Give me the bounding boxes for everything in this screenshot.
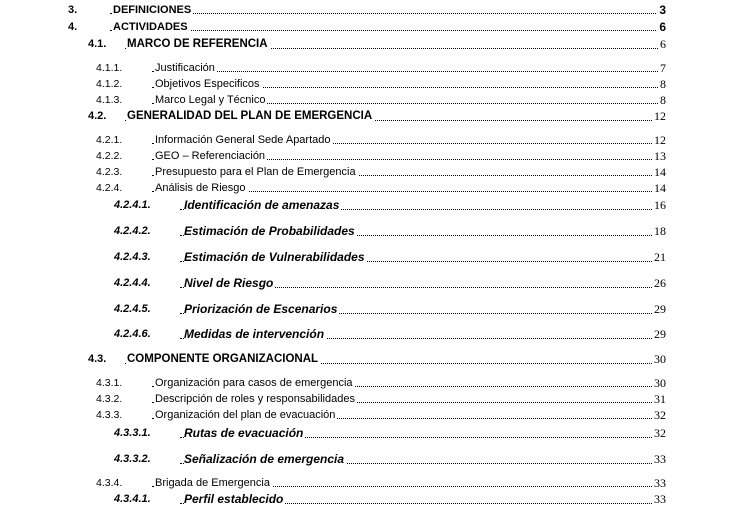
toc-entry-title: Presupuesto para el Plan de Emergencia (155, 166, 356, 178)
toc-entry-number: 4.3. (88, 353, 107, 365)
toc-entry-page: 21 (654, 250, 666, 264)
toc-entry[interactable] (0, 375, 740, 391)
toc-entry[interactable] (0, 407, 740, 423)
toc-entry-page: 33 (654, 492, 666, 506)
toc-entry-page: 8 (660, 93, 666, 107)
toc-entry-title: Organización del plan de evacuación (155, 409, 336, 421)
toc-entry[interactable] (0, 108, 740, 124)
toc-entry-page: 12 (654, 109, 666, 123)
toc-entry-page: 6 (660, 37, 666, 51)
toc-entry-page: 30 (654, 352, 666, 366)
toc-entry-page: 12 (654, 133, 666, 147)
toc-entry-title: Organización para casos de emergencia (155, 377, 353, 389)
toc-entry-page: 16 (654, 198, 666, 212)
toc-entry-number: 4.3.2. (96, 393, 123, 405)
toc-entry[interactable] (0, 351, 740, 367)
dot-leader (110, 30, 658, 31)
toc-entry-number: 4.2.3. (96, 166, 123, 178)
toc-entry-page: 7 (660, 61, 666, 75)
toc-entry-number: 4.3.4. (96, 477, 123, 489)
toc-entry-number: 4.2.4. (96, 182, 123, 194)
toc-entry-page: 30 (654, 376, 666, 390)
toc-entry-number: 4.3.3. (96, 409, 123, 421)
toc-entry-number: 4.2.1. (96, 134, 123, 146)
toc-entry-title: Brigada de Emergencia (155, 477, 270, 489)
toc-entry-title: Objetivos Especificos (155, 78, 260, 90)
toc-entry-page: 29 (654, 302, 666, 316)
toc-entry-number: 4.2.4.3. (114, 251, 151, 263)
toc-entry-title: ACTIVIDADES (113, 21, 188, 33)
toc-entry-page: 14 (654, 181, 666, 195)
toc-entry[interactable] (0, 164, 740, 180)
toc-entry-title: COMPONENTE ORGANIZACIONAL (127, 353, 319, 365)
toc-entry-title: GEO – Referenciación (155, 150, 266, 162)
toc-entry-page: 32 (654, 408, 666, 422)
toc-entry[interactable] (0, 475, 740, 491)
toc-entry-title: MARCO DE REFERENCIA (127, 38, 268, 50)
toc-entry-number: 3. (68, 4, 78, 16)
toc-entry-title: Información General Sede Apartado (155, 134, 331, 146)
toc-entry-title: DEFINICIONES (113, 4, 192, 16)
toc-entry-page: 31 (654, 392, 666, 406)
toc-entry[interactable] (0, 60, 740, 76)
toc-entry-number: 4.2.4.6. (114, 328, 151, 340)
toc-entry[interactable] (0, 132, 740, 148)
toc-entry[interactable] (0, 391, 740, 407)
toc-entry-title: Identificación de amenazas (184, 198, 340, 212)
toc-entry[interactable] (0, 92, 740, 108)
toc-entry[interactable] (0, 2, 740, 18)
toc-entry-page: 26 (654, 276, 666, 290)
toc-entry[interactable] (0, 76, 740, 92)
toc-entry-title: Priorización de Escenarios (184, 302, 338, 316)
toc-entry-title: Justificación (155, 62, 215, 74)
toc-entry[interactable] (0, 325, 740, 343)
toc-entry[interactable] (0, 424, 740, 442)
toc-entry[interactable] (0, 274, 740, 292)
toc-entry-page: 6 (659, 20, 666, 34)
toc-entry-title: Rutas de evacuación (184, 426, 304, 440)
toc-entry[interactable] (0, 148, 740, 164)
toc-entry-number: 4.2.4.4. (114, 277, 151, 289)
toc-entry-page: 32 (654, 426, 666, 440)
toc-entry-page: 3 (659, 3, 666, 17)
toc-entry-title: Estimación de Vulnerabilidades (184, 250, 365, 264)
toc-entry[interactable] (0, 180, 740, 196)
toc-entry-title: Nivel de Riesgo (184, 276, 274, 290)
toc-entry-title: Estimación de Probabilidades (184, 224, 355, 238)
toc-entry-number: 4.2. (88, 110, 107, 122)
toc-entry-page: 29 (654, 327, 666, 341)
toc-entry-page: 33 (654, 452, 666, 466)
toc-entry[interactable] (0, 19, 740, 35)
toc-entry-title: GENERALIDAD DEL PLAN DE EMERGENCIA (127, 110, 373, 122)
toc-entry-number: 4.2.2. (96, 150, 123, 162)
toc-entry-number: 4.1.3. (96, 94, 123, 106)
toc-entry[interactable] (0, 248, 740, 266)
toc-entry[interactable] (0, 300, 740, 318)
toc-entry-number: 4.1.1. (96, 62, 123, 74)
toc-entry-title: Análisis de Riesgo (155, 182, 246, 194)
toc-entry-title: Descripción de roles y responsabilidades (155, 393, 355, 405)
toc-entry-page: 14 (654, 165, 666, 179)
toc-entry[interactable] (0, 490, 740, 508)
toc-entry-number: 4.1. (88, 38, 107, 50)
toc-entry-page: 8 (660, 77, 666, 91)
toc-entry-title: Señalización de emergencia (184, 452, 345, 466)
toc-entry-page: 33 (654, 476, 666, 490)
toc-entry-page: 13 (654, 149, 666, 163)
toc-entry-page: 18 (654, 224, 666, 238)
toc-entry-title: Marco Legal y Técnico (155, 94, 266, 106)
toc-entry-number: 4.3.1. (96, 377, 123, 389)
toc-entry[interactable] (0, 196, 740, 214)
toc-entry-number: 4.2.4.2. (114, 225, 151, 237)
toc-entry[interactable] (0, 222, 740, 240)
toc-entry-number: 4.3.4.1. (114, 493, 151, 505)
toc-entry-number: 4.2.4.1. (114, 199, 151, 211)
toc-entry-number: 4.3.3.2. (114, 453, 151, 465)
toc-entry-number: 4.1.2. (96, 78, 123, 90)
toc-entry-number: 4.2.4.5. (114, 303, 151, 315)
toc-entry-title: Perfil establecido (184, 492, 284, 506)
toc-entry[interactable] (0, 450, 740, 468)
toc-entry-title: Medidas de intervención (184, 327, 325, 341)
toc-entry-number: 4.3.3.1. (114, 427, 151, 439)
toc-entry-number: 4. (68, 21, 78, 33)
toc-entry[interactable] (0, 36, 740, 52)
dot-leader (152, 71, 658, 72)
